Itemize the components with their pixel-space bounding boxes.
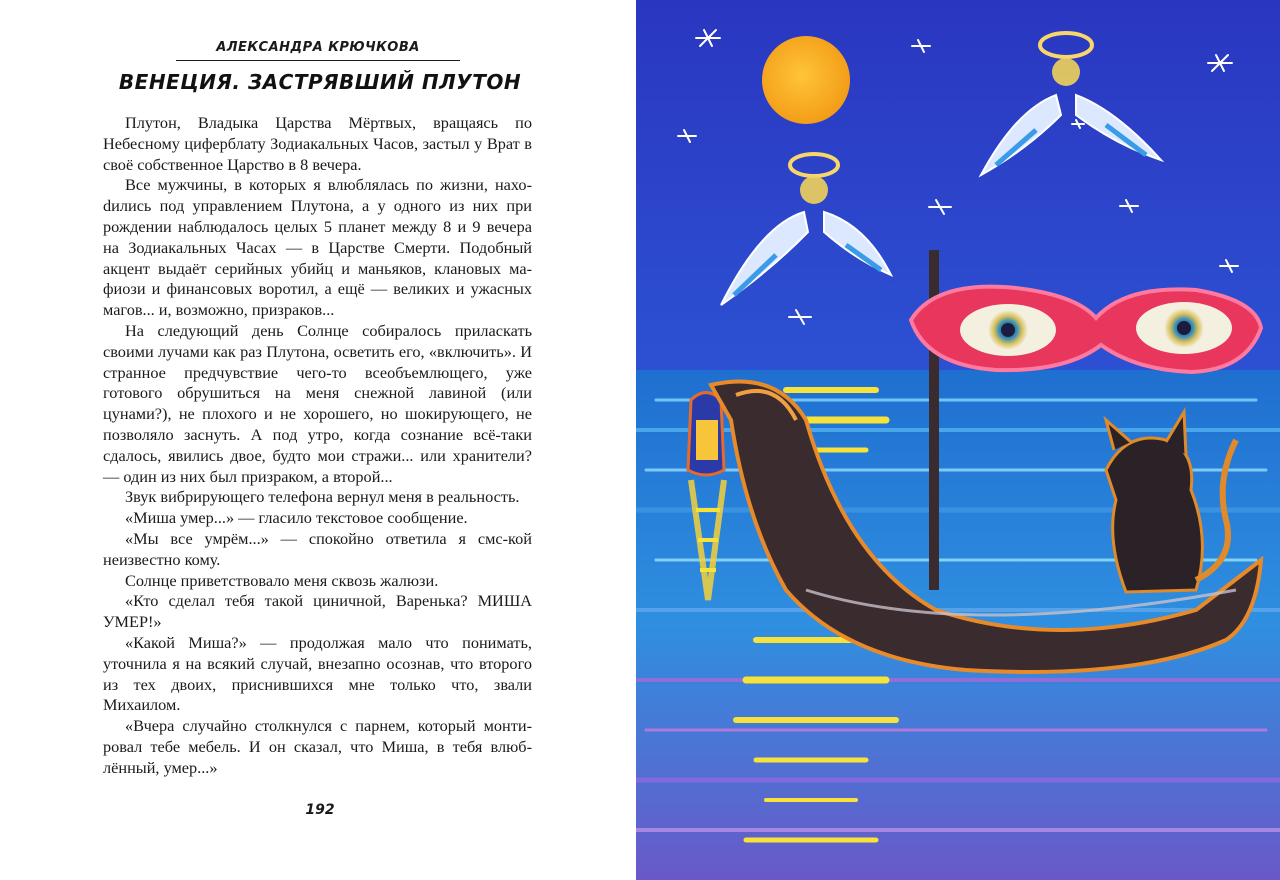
paragraph: «Миша умер...» — гласило текстовое сообщение.	[125, 508, 468, 528]
paragraph: «Вчера случайно столкнулся с парнем, который монтировал тебе мебель. И он сказал, что Миша, в тебя влюблённый, умер...»	[103, 716, 532, 777]
paragraph: Плутон, Владыка Царства Мёртвых, вращаясь по Небесному циферблату Зодиакальных Часов, застыл у Врат в своё собственное Царство в 8 вечера.	[103, 113, 532, 174]
moon	[762, 36, 850, 124]
chapter-title: ВЕНЕЦИЯ. ЗАСТРЯВШИЙ ПЛУТОН	[118, 70, 522, 94]
illustration-page	[636, 0, 1280, 880]
paragraph: На следующий день Солнце собиралось приласкать своими лучами как раз Плутона, осветить его, «включить». И странное предчувствие чего-то всеобъемлющего, уже готового обрушиться на меня снежной лавиной (или цунами?), не плохого и не хорошего, но шокирующего, не позволяло заснуть. А под утро, когда сознание всё-таки сдалось, явились двое, будто мои стражи... или хранители? — один из них был призраком, а второй...	[103, 320, 532, 486]
header-rule	[176, 60, 460, 61]
paragraph: Солнце приветствовало меня сквозь жалюзи.	[125, 570, 439, 590]
paragraph: «Какой Миша?» — продолжая мало что понимать, уточнила я на всякий случай, внезапно осознав, что второго из тех двоих, приснившихся мне только что, звали Михаилом.	[103, 632, 532, 715]
page-number: 192	[305, 802, 335, 818]
paragraph: «Мы все умрём...» — спокойно ответила я смс-кой неизвестно кому.	[103, 528, 532, 569]
venice-illustration	[636, 0, 1280, 880]
body-text	[103, 113, 532, 779]
running-head: АЛЕКСАНДРА КРЮЧКОВА	[216, 40, 420, 55]
paragraph: Звук вибрирующего телефона вернул меня в реальность.	[125, 487, 520, 507]
left-page	[0, 0, 636, 880]
paragraph: «Кто сделал тебя такой циничной, Варенька? МИША УМЕР!»	[103, 591, 532, 632]
paragraph: Все мужчины, в которых я влюблялась по жизни, нахоdились под управлением Плутона, а у одного из них при рождении наблюдалось целых 5 планет между 8 и 9 вечера на Зодиакальных Часах — в Царстве Смерти. Подобный акцент выдаёт серийных убийц и маньяков, клановых мафиози и финансовых воротил, а ещё — великих и ужасных магов... и, возможно, призраков...	[103, 175, 532, 320]
